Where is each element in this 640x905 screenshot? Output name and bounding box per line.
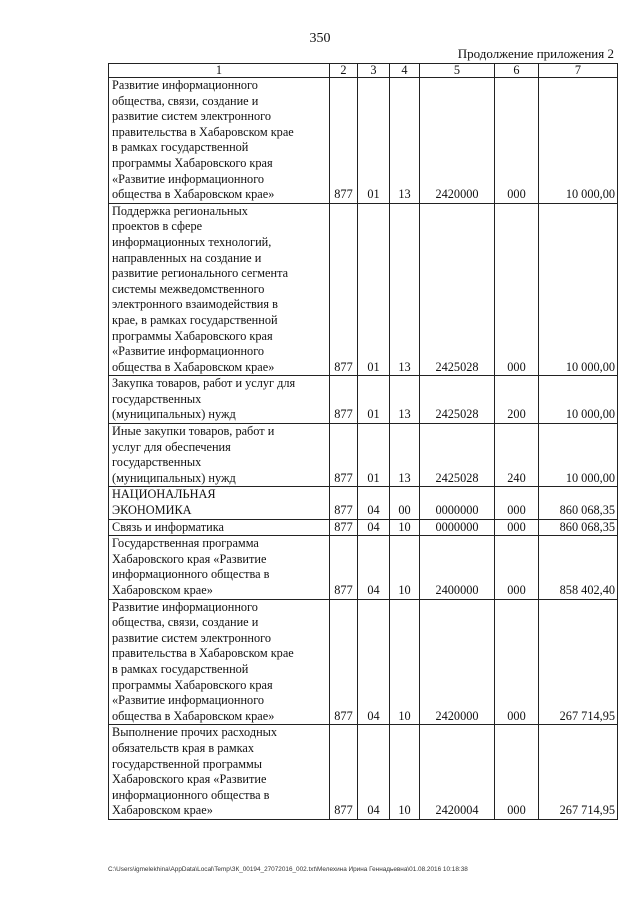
amount-cell: 10 000,00 xyxy=(539,78,618,204)
expense-type-cell: 000 xyxy=(495,487,539,519)
row-name-cell xyxy=(109,536,330,599)
table-row xyxy=(109,536,618,599)
row-name-line: Закупка товаров, работ и услуг для xyxy=(112,376,296,391)
row-name-line: общества в Хабаровском крае» xyxy=(112,359,275,374)
amount-cell: 267 714,95 xyxy=(539,599,618,725)
page-number: 350 xyxy=(309,31,331,46)
amount-cell: 10 000,00 xyxy=(539,376,618,424)
table-row xyxy=(109,203,618,376)
section-code-cell: 04 xyxy=(358,487,390,519)
expense-type-cell: 240 xyxy=(495,424,539,487)
row-name-line: крае, в рамках государственной xyxy=(112,312,278,327)
row-name-line: правительства в Хабаровском крае xyxy=(112,646,294,661)
row-name-line: правительства в Хабаровском крае xyxy=(112,124,294,139)
header-cell-1: 1 xyxy=(109,64,330,78)
subsection-code-cell: 13 xyxy=(390,203,420,376)
table-row xyxy=(109,376,618,424)
continuation-caption: Продолжение приложения 2 xyxy=(457,46,614,61)
row-name-line: в рамках государственной xyxy=(112,661,249,676)
expense-type-cell: 000 xyxy=(495,78,539,204)
target-article-cell: 2425028 xyxy=(420,203,495,376)
row-name-line: государственных xyxy=(112,455,202,470)
admin-code-cell: 877 xyxy=(330,519,358,536)
subsection-code-cell: 10 xyxy=(390,519,420,536)
section-code-cell: 01 xyxy=(358,424,390,487)
row-name-line: общества, связи, создание и xyxy=(112,93,259,108)
row-name-cell xyxy=(109,424,330,487)
header-cell-7: 7 xyxy=(539,64,618,78)
section-code-cell: 01 xyxy=(358,203,390,376)
row-name-line: информационного общества в xyxy=(112,787,270,802)
target-article-cell: 2420000 xyxy=(420,599,495,725)
table-row xyxy=(109,519,618,536)
amount-cell: 860 068,35 xyxy=(539,519,618,536)
row-name-line: «Развитие информационного xyxy=(112,693,265,708)
row-name-line: государственных xyxy=(112,391,202,406)
section-code-cell: 04 xyxy=(358,519,390,536)
amount-cell: 267 714,95 xyxy=(539,725,618,820)
expense-type-cell: 200 xyxy=(495,376,539,424)
row-name-line: программы Хабаровского края xyxy=(112,677,273,692)
header-cell-3: 3 xyxy=(358,64,390,78)
budget-table xyxy=(108,63,618,820)
row-name-line: программы Хабаровского края xyxy=(112,155,273,170)
admin-code-cell: 877 xyxy=(330,203,358,376)
row-name-line: в рамках государственной xyxy=(112,140,249,155)
row-name-line: общества, связи, создание и xyxy=(112,615,259,630)
row-name-cell xyxy=(109,203,330,376)
row-name-line: Хабаровском крае» xyxy=(112,583,213,597)
row-name-line: Поддержка региональных xyxy=(112,203,248,218)
header-cell-4: 4 xyxy=(390,64,420,78)
admin-code-cell: 877 xyxy=(330,424,358,487)
section-code-cell: 04 xyxy=(358,599,390,725)
section-code-cell: 01 xyxy=(358,78,390,204)
subsection-code-cell: 13 xyxy=(390,376,420,424)
row-name-line: программы Хабаровского края xyxy=(112,328,273,343)
row-name-line: (муниципальных) нужд xyxy=(112,470,236,485)
row-name-line: общества в Хабаровском крае» xyxy=(112,708,275,723)
table-row xyxy=(109,487,618,519)
subsection-code-cell: 10 xyxy=(390,599,420,725)
table-row xyxy=(109,599,618,725)
row-name-line: информационных технологий, xyxy=(112,234,272,249)
row-name-cell xyxy=(109,78,330,204)
row-name-cell xyxy=(109,376,330,424)
section-code-cell: 04 xyxy=(358,725,390,820)
expense-type-cell: 000 xyxy=(495,536,539,599)
admin-code-cell: 877 xyxy=(330,599,358,725)
target-article-cell: 0000000 xyxy=(420,487,495,519)
file-path-footer: C:\Users\igmelekhina\AppData\Local\Temp\ЗК_00194_27072016_002.txt\Мелехина Ирина Геннадьевна\01.08.2016 10:18:38 xyxy=(108,866,468,873)
row-name-line: «Развитие информационного xyxy=(112,171,265,186)
expense-type-cell: 000 xyxy=(495,519,539,536)
row-name-line: развитие систем электронного xyxy=(112,630,272,645)
expense-type-cell: 000 xyxy=(495,599,539,725)
row-name-line: Хабаровского края «Развитие xyxy=(112,772,267,787)
subsection-code-cell: 10 xyxy=(390,725,420,820)
amount-cell: 10 000,00 xyxy=(539,203,618,376)
subsection-code-cell: 10 xyxy=(390,536,420,599)
row-name-line: Связь и информатика xyxy=(112,519,224,534)
row-name-line: обязательств края в рамках xyxy=(112,740,255,755)
table-row xyxy=(109,725,618,820)
subsection-code-cell: 00 xyxy=(390,487,420,519)
row-name-line: Развитие информационного xyxy=(112,599,258,614)
row-name-line: направленных на создание и xyxy=(112,250,262,265)
header-cell-2: 2 xyxy=(330,64,358,78)
row-name-line: Иные закупки товаров, работ и xyxy=(112,424,275,439)
row-name-line: «Развитие информационного xyxy=(112,344,265,359)
section-code-cell: 01 xyxy=(358,376,390,424)
amount-cell: 858 402,40 xyxy=(539,536,618,599)
row-name-line: электронного взаимодействия в xyxy=(112,297,278,312)
target-article-cell: 2400000 xyxy=(420,536,495,599)
header-cell-5: 5 xyxy=(420,64,495,78)
target-article-cell: 0000000 xyxy=(420,519,495,536)
row-name-line: информационного общества в xyxy=(112,567,270,582)
subsection-code-cell: 13 xyxy=(390,424,420,487)
row-name-cell xyxy=(109,487,330,519)
row-name-line: (муниципальных) нужд xyxy=(112,407,236,422)
row-name-line: Хабаровском крае» xyxy=(112,803,213,818)
row-name-line: системы межведомственного xyxy=(112,281,265,296)
row-name-line: развитие регионального сегмента xyxy=(112,266,289,281)
row-name-line: Развитие информационного xyxy=(112,78,258,92)
row-name-line: Выполнение прочих расходных xyxy=(112,725,278,740)
row-name-cell xyxy=(109,599,330,725)
target-article-cell: 2425028 xyxy=(420,424,495,487)
row-name-line: Хабаровского края «Развитие xyxy=(112,551,267,566)
amount-cell: 860 068,35 xyxy=(539,487,618,519)
row-name-line: развитие систем электронного xyxy=(112,109,272,124)
row-name-line: общества в Хабаровском крае» xyxy=(112,187,275,202)
table-row xyxy=(109,78,618,204)
admin-code-cell: 877 xyxy=(330,536,358,599)
row-name-line: Государственная программа xyxy=(112,536,259,551)
row-name-line: НАЦИОНАЛЬНАЯ xyxy=(112,487,216,502)
header-row xyxy=(109,64,618,78)
row-name-line: услуг для обеспечения xyxy=(112,439,231,454)
expense-type-cell: 000 xyxy=(495,203,539,376)
target-article-cell: 2420000 xyxy=(420,78,495,204)
table-row xyxy=(109,424,618,487)
row-name-line: государственной программы xyxy=(112,756,263,771)
admin-code-cell: 877 xyxy=(330,725,358,820)
row-name-line: проектов в сфере xyxy=(112,219,203,234)
amount-cell: 10 000,00 xyxy=(539,424,618,487)
header-cell-6: 6 xyxy=(495,64,539,78)
admin-code-cell: 877 xyxy=(330,376,358,424)
admin-code-cell: 877 xyxy=(330,78,358,204)
expense-type-cell: 000 xyxy=(495,725,539,820)
target-article-cell: 2420004 xyxy=(420,725,495,820)
subsection-code-cell: 13 xyxy=(390,78,420,204)
section-code-cell: 04 xyxy=(358,536,390,599)
target-article-cell: 2425028 xyxy=(420,376,495,424)
row-name-cell xyxy=(109,725,330,820)
admin-code-cell: 877 xyxy=(330,487,358,519)
row-name-line: ЭКОНОМИКА xyxy=(112,503,192,518)
row-name-cell xyxy=(109,519,330,536)
